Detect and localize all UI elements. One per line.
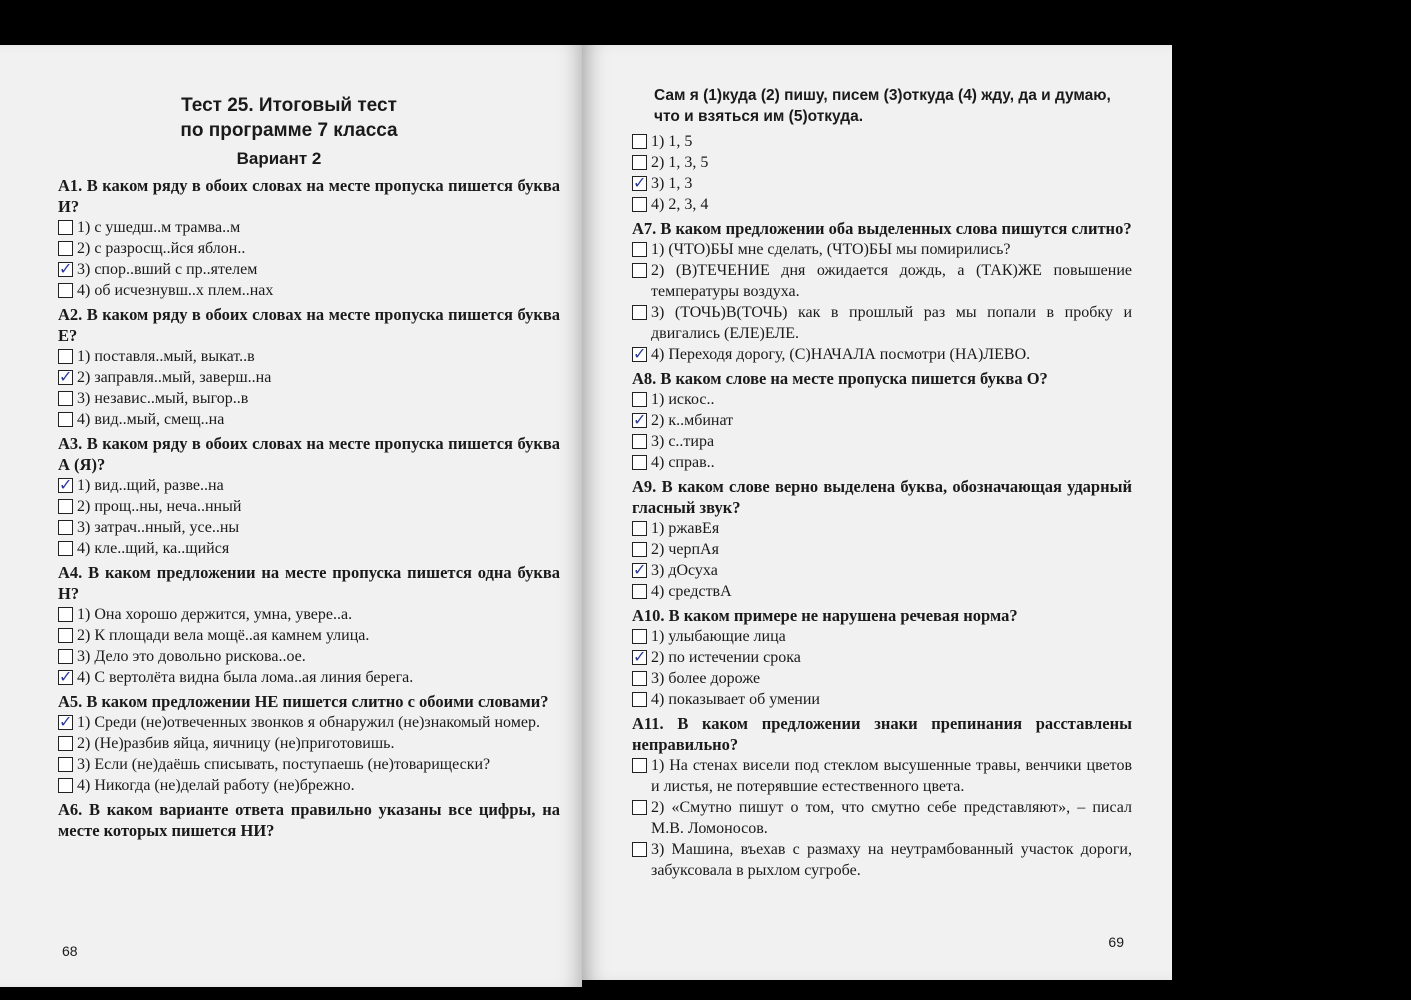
page-left [0,45,582,987]
option[interactable]: 3) Дело это довольно рискова..ое. [58,646,560,667]
checkbox[interactable] [58,607,73,622]
question-a9: А9. В каком слове верно выделена буква, обозначающая ударный гласный звук? [632,477,1132,517]
option[interactable]: 3) затрач..нный, усе..ны [58,517,560,538]
checkbox[interactable] [632,800,647,815]
option[interactable]: 1) поставля..мый, выкат..в [58,346,560,367]
checkbox[interactable] [58,391,73,406]
page-number: 69 [1108,934,1124,950]
option[interactable]: 1) улыбающие лица [632,626,1132,647]
checkbox[interactable] [632,155,647,170]
option[interactable]: 4) об исчезнувш..х плем..нах [58,280,560,301]
checkbox[interactable] [58,757,73,772]
option[interactable]: 3) Если (не)даёшь списывать, поступаешь (не)товарищески? [58,754,560,775]
option[interactable]: ✓ 1) Среди (не)отвеченных звонков я обнаружил (не)знакомый номер. [58,712,560,733]
checkbox[interactable] [632,542,647,557]
question-a7: А7. В каком предложении оба выделенных слова пишутся слитно? [632,219,1132,238]
checkbox-checked[interactable] [58,262,73,277]
question-a10: А10. В каком примере не нарушена речевая норма? [632,606,1018,625]
checkbox[interactable] [632,521,647,536]
option[interactable]: 4) средствА [632,581,1132,602]
checkbox-checked[interactable] [58,370,73,385]
option[interactable]: 1) 1, 5 [632,131,1132,152]
question-a8: А8. В каком слове на месте пропуска пишется буква О? [632,369,1048,388]
option[interactable]: 1) искос.. [632,389,1132,410]
option[interactable]: 1) ржавЕя [632,518,1132,539]
option[interactable]: ✓ 2) к..мбинат [632,410,1132,431]
checkbox[interactable] [58,778,73,793]
question-a3: А3. В каком ряду в обоих словах на месте пропуска пишется буква А (Я)? [58,434,561,474]
question-a11: А11. В каком предложении знаки препинания расставлены неправильно? [632,714,1133,754]
option[interactable]: ✓ 1) вид..щий, разве..на [58,475,560,496]
checkbox[interactable] [58,628,73,643]
checkbox[interactable] [58,499,73,514]
option[interactable]: 1) На стенах висели под стеклом высушенные травы, венчики цветов и листья, не потерявшие естественного цвета. [632,755,1132,797]
checkbox[interactable] [58,520,73,535]
checkbox[interactable] [58,649,73,664]
checkbox[interactable] [632,671,647,686]
option[interactable]: 4) кле..щий, ка..щийся [58,538,560,559]
checkbox[interactable] [632,242,647,257]
checkbox[interactable] [632,434,647,449]
option[interactable]: 2) (Не)разбив яйца, яичницу (не)приготовишь. [58,733,560,754]
variant-heading: Вариант 2 [236,149,322,168]
checkbox[interactable] [58,412,73,427]
checkbox[interactable] [632,629,647,644]
option[interactable]: 3) с..тира [632,431,1132,452]
checkbox[interactable] [58,283,73,298]
question-a1: А1. В каком ряду в обоих словах на месте пропуска пишется буква И? [58,176,561,216]
test-title: Тест 25. Итоговый тест по программе 7 класса [180,95,398,141]
checkbox-checked[interactable] [58,715,73,730]
question-a4: А4. В каком предложении на месте пропуска пишется одна буква Н? [58,563,561,603]
checkbox-checked[interactable] [58,670,73,685]
option[interactable]: 2) К площади вела мощё..ая камнем улица. [58,625,560,646]
checkbox-checked[interactable] [632,650,647,665]
checkbox[interactable] [58,349,73,364]
checkbox[interactable] [632,584,647,599]
option[interactable]: ✓ 4) Переходя дорогу, (С)НАЧАЛА посмотри (НА)ЛЕВО. [632,344,1132,365]
checkbox[interactable] [632,305,647,320]
option[interactable]: 4) 2, 3, 4 [632,194,1132,215]
option[interactable]: ✓ 3) спор..вший с пр..ятелем [58,259,560,280]
checkbox[interactable] [632,692,647,707]
option[interactable]: 4) показывает об умении [632,689,1132,710]
checkbox[interactable] [58,541,73,556]
option[interactable]: 1) с ушедш..м трамва..м [58,217,560,238]
option[interactable]: ✓ 3) дОсуха [632,560,1132,581]
checkbox-checked[interactable] [632,347,647,362]
option[interactable]: ✓ 4) С вертолёта видна была лома..ая линия берега. [58,667,560,688]
page-number: 68 [62,943,78,959]
option[interactable]: 3) (ТОЧЬ)В(ТОЧЬ) как в прошлый раз мы попали в пробку и двигались (ЕЛЕ)ЕЛЕ. [632,302,1132,344]
option[interactable]: ✓ 3) 1, 3 [632,173,1132,194]
checkbox[interactable] [58,241,73,256]
option[interactable]: 4) Никогда (не)делай работу (не)брежно. [58,775,560,796]
checkbox[interactable] [58,220,73,235]
option[interactable]: 2) прощ..ны, неча..нный [58,496,560,517]
checkbox-checked[interactable] [632,563,647,578]
option[interactable]: 2) (В)ТЕЧЕНИЕ дня ожидается дождь, а (ТАК)ЖЕ повышение температуры воздуха. [632,260,1132,302]
option[interactable]: 3) независ..мый, выгор..в [58,388,560,409]
option[interactable]: 3) более дороже [632,668,1132,689]
option[interactable]: 1) (ЧТО)БЫ мне сделать, (ЧТО)БЫ мы помирились? [632,239,1132,260]
a6-sentence: Сам я (1)куда (2) пишу, писем (3)откуда (4) жду, да и думаю, что и взяться им (5)откуда. [654,87,1111,125]
checkbox[interactable] [632,842,647,857]
option[interactable]: ✓ 2) заправля..мый, заверш..на [58,367,560,388]
question-a5: А5. В каком предложении НЕ пишется слитно с обоими словами? [58,692,549,711]
option[interactable]: 4) справ.. [632,452,1132,473]
option[interactable]: 4) вид..мый, смещ..на [58,409,560,430]
checkbox[interactable] [632,758,647,773]
option[interactable]: 2) «Смутно пишут о том, что смутно себе представляют», – писал М.В. Ломоносов. [632,797,1132,839]
checkbox[interactable] [632,134,647,149]
checkbox-checked[interactable] [632,413,647,428]
checkbox-checked[interactable] [58,478,73,493]
option[interactable]: 2) 1, 3, 5 [632,152,1132,173]
option[interactable]: 3) Машина, въехав с размаху на неутрамбованный участок дороги, забуксовала в рыхлом сугробе. [632,839,1132,881]
checkbox[interactable] [632,197,647,212]
checkbox[interactable] [58,736,73,751]
question-a6: А6. В каком варианте ответа правильно указаны все цифры, на месте которых пишется НИ? [58,800,560,840]
question-a2: А2. В каком ряду в обоих словах на месте пропуска пишется буква Е? [58,305,561,345]
option[interactable]: 2) черпАя [632,539,1132,560]
checkbox[interactable] [632,263,647,278]
checkbox-checked[interactable] [632,176,647,191]
checkbox[interactable] [632,455,647,470]
checkbox[interactable] [632,392,647,407]
option[interactable]: 1) Она хорошо держится, умна, увере..а. [58,604,560,625]
page-right [582,45,1172,980]
option[interactable]: 2) с разросщ..йся яблон.. [58,238,560,259]
option[interactable]: ✓ 2) по истечении срока [632,647,1132,668]
